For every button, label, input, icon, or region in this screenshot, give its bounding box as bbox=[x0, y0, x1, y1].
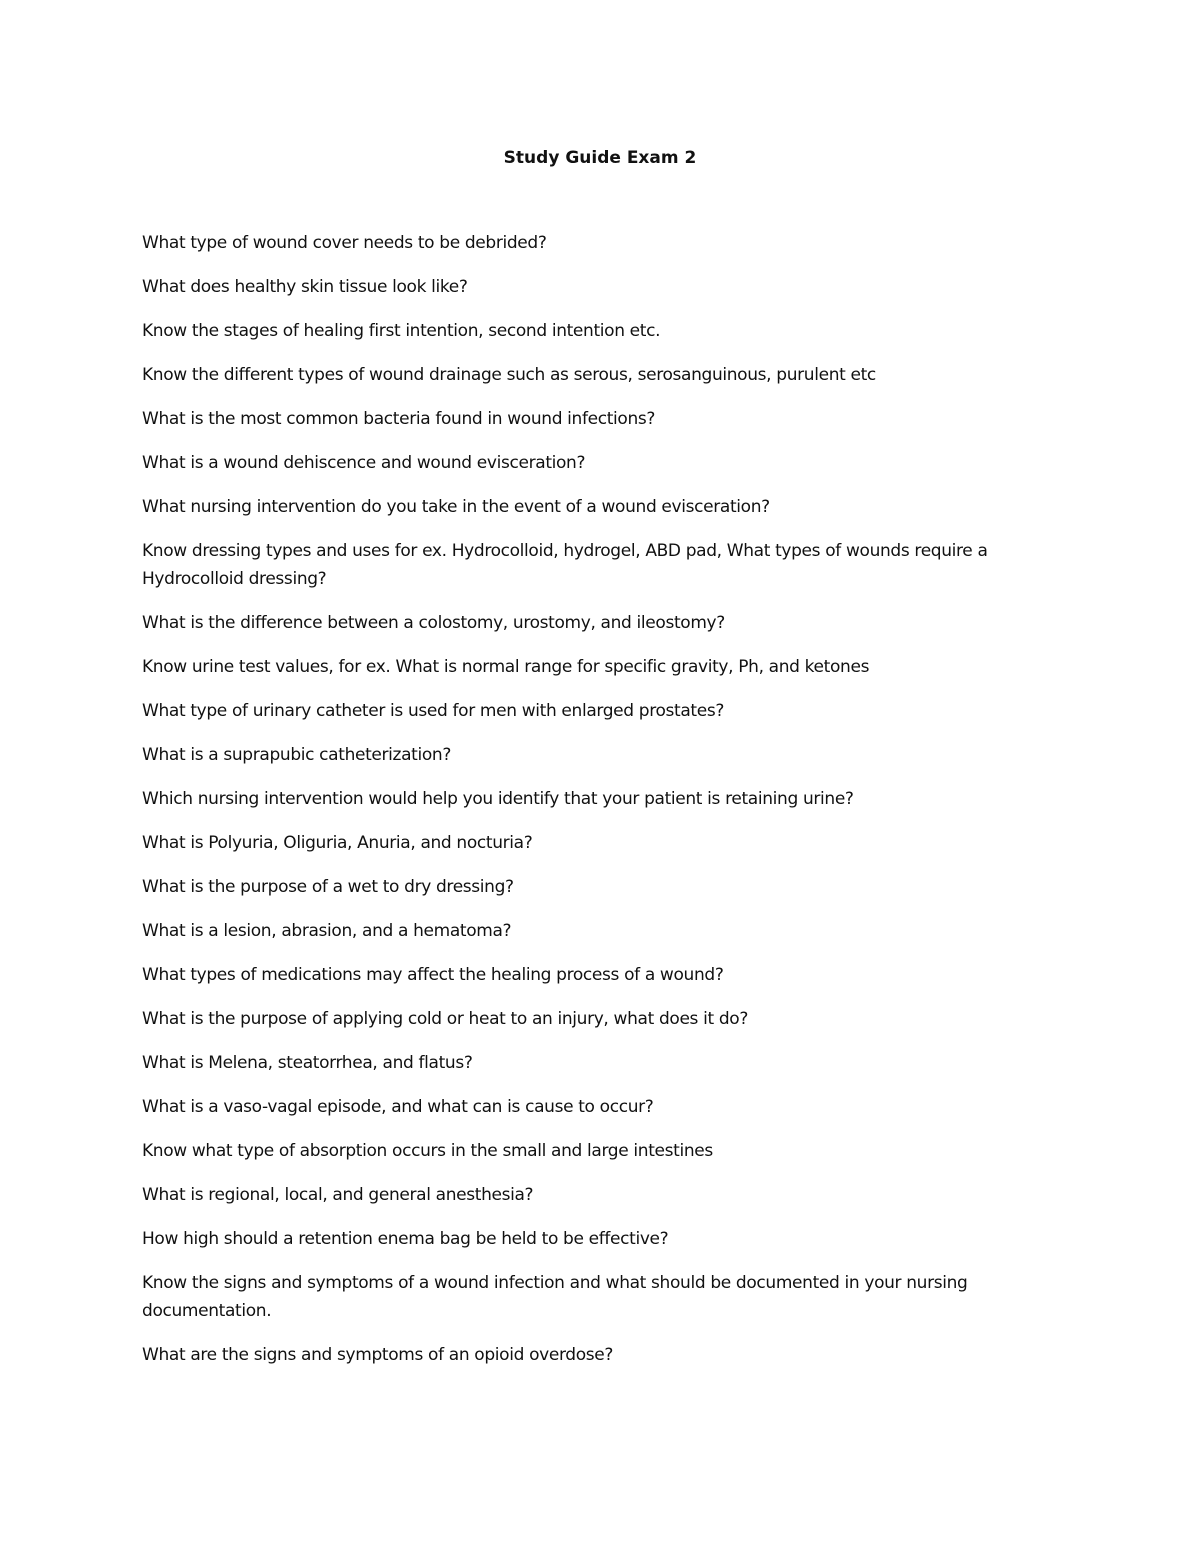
question-item: How high should a retention enema bag be held to be effective? bbox=[142, 1229, 669, 1249]
question-item: Which nursing intervention would help you identify that your patient is retaining urine? bbox=[142, 789, 854, 809]
question-item: What is a suprapubic catheterization? bbox=[142, 745, 452, 765]
question-item: What type of wound cover needs to be debrided? bbox=[142, 233, 547, 253]
question-item: What is the purpose of applying cold or heat to an injury, what does it do? bbox=[142, 1009, 749, 1029]
question-item: What does healthy skin tissue look like? bbox=[142, 277, 468, 297]
question-item: What is a lesion, abrasion, and a hematoma? bbox=[142, 921, 512, 941]
question-item: Know the different types of wound drainage such as serous, serosanguinous, purulent etc bbox=[142, 365, 876, 385]
question-item: What is the most common bacteria found in wound infections? bbox=[142, 409, 656, 429]
question-item: What is Melena, steatorrhea, and flatus? bbox=[142, 1053, 473, 1073]
question-list bbox=[142, 229, 1057, 1385]
question-item: What is a vaso-vagal episode, and what can is cause to occur? bbox=[142, 1097, 654, 1117]
question-item: Know what type of absorption occurs in the small and large intestines bbox=[142, 1141, 713, 1161]
question-item: What is the difference between a colostomy, urostomy, and ileostomy? bbox=[142, 613, 725, 633]
question-item: What is regional, local, and general anesthesia? bbox=[142, 1185, 534, 1205]
question-item: What is a wound dehiscence and wound evisceration? bbox=[142, 453, 586, 473]
question-item: Know dressing types and uses for ex. Hydrocolloid, hydrogel, ABD pad, What types of wounds require a Hydrocolloid dressing? bbox=[142, 541, 988, 589]
page-title: Study Guide Exam 2 bbox=[503, 148, 697, 168]
question-item: What is Polyuria, Oliguria, Anuria, and nocturia? bbox=[142, 833, 533, 853]
question-item: What are the signs and symptoms of an opioid overdose? bbox=[142, 1345, 614, 1365]
question-item: What is the purpose of a wet to dry dressing? bbox=[142, 877, 514, 897]
question-item: What nursing intervention do you take in the event of a wound evisceration? bbox=[142, 497, 770, 517]
question-item: Know urine test values, for ex. What is normal range for specific gravity, Ph, and ketones bbox=[142, 657, 870, 677]
question-item: Know the signs and symptoms of a wound infection and what should be documented in your nursing documentation. bbox=[142, 1273, 968, 1321]
question-item: Know the stages of healing first intention, second intention etc. bbox=[142, 321, 661, 341]
question-item: What type of urinary catheter is used for men with enlarged prostates? bbox=[142, 701, 725, 721]
question-item: What types of medications may affect the healing process of a wound? bbox=[142, 965, 724, 985]
